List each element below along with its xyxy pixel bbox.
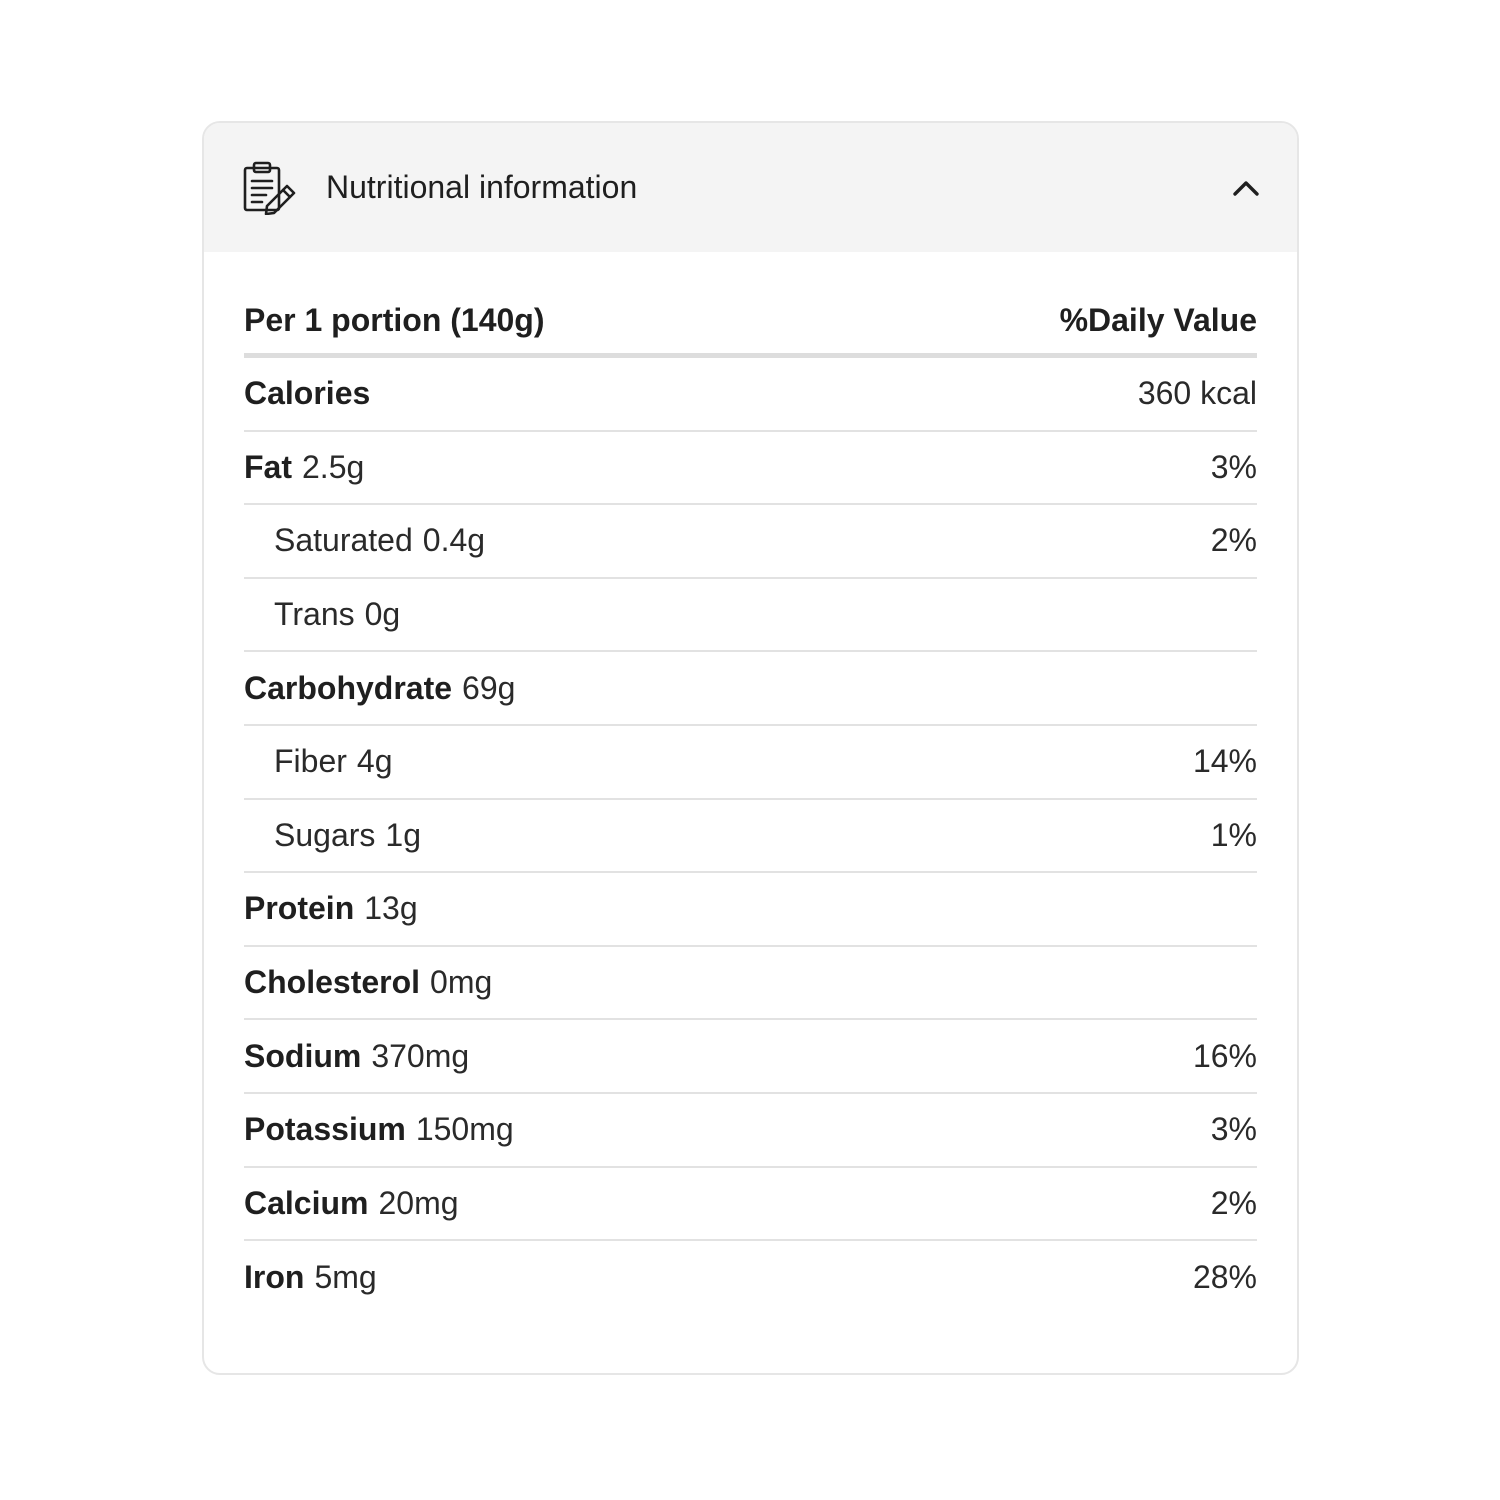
nutrient-row-cholesterol [244,947,1257,1021]
nutrient-label [244,1259,377,1296]
nutrition-table [204,252,1297,1315]
table-header-row [244,296,1257,358]
nutrient-name: Protein [244,890,355,927]
nutrient-daily-value: 2% [1210,1184,1257,1221]
nutrient-amount: 69g [462,669,516,706]
nutrient-daily-value: 2% [1210,522,1257,559]
nutrient-label [244,1185,459,1222]
nutrient-amount: 20mg [378,1184,459,1221]
nutrient-name: Sugars [274,816,376,853]
nutrient-label [244,522,485,559]
nutrient-label [244,890,418,927]
nutrition-card [202,121,1299,1375]
nutrient-row-fat [244,432,1257,506]
nutrient-amount: 0mg [430,964,493,1001]
nutrient-name: Fat [244,448,292,485]
nutrient-label [244,449,364,486]
nutrient-label [244,817,421,854]
nutrient-amount: 5mg [314,1259,377,1296]
nutrient-amount: 13g [364,890,418,927]
nutrient-row-potassium [244,1094,1257,1168]
nutrient-name: Sodium [244,1037,362,1074]
nutrient-row-protein [244,873,1257,947]
nutrient-amount: 0.4g [422,522,486,559]
portion-label: Per 1 portion (140g) [244,302,545,338]
nutrient-label [244,1111,514,1148]
nutrient-daily-value: 16% [1192,1037,1257,1074]
nutrient-row-trans [244,579,1257,653]
nutrient-name: Calcium [244,1184,369,1221]
nutrient-row-sodium [244,1020,1257,1094]
nutrient-daily-value: 3% [1210,448,1257,485]
nutrient-amount: 370mg [371,1037,470,1074]
nutrient-label [244,670,515,707]
chevron-up-icon[interactable] [1231,173,1261,203]
nutrient-name: Iron [244,1259,305,1296]
nutrient-daily-value: 1% [1210,816,1257,853]
nutrient-daily-value: 360 kcal [1137,375,1257,412]
nutrient-amount: 0g [364,596,401,633]
nutrient-row-carbohydrate [244,652,1257,726]
nutrient-label [244,596,400,633]
nutrient-row-calories [244,358,1257,432]
nutrient-name: Calories [244,375,371,412]
nutrient-name: Trans [274,596,355,633]
nutrient-row-sugars [244,800,1257,874]
nutrient-daily-value: 3% [1210,1111,1257,1148]
daily-value-label: %Daily Value [1059,302,1257,338]
nutrient-daily-value: 14% [1192,743,1257,780]
nutrient-daily-value: 28% [1192,1259,1257,1296]
nutrient-name: Cholesterol [244,964,421,1001]
nutrient-name: Saturated [274,522,413,559]
nutrient-label [244,743,393,780]
nutrient-amount: 150mg [415,1111,514,1148]
nutrient-label [244,375,380,412]
nutrient-name: Fiber [274,743,347,780]
nutrient-label [244,964,492,1001]
nutrient-row-calcium [244,1168,1257,1242]
nutrient-amount: 2.5g [302,448,365,485]
nutrient-name: Potassium [244,1111,406,1148]
nutrient-rows [244,358,1257,1315]
nutrient-label [244,1038,469,1075]
nutrient-amount: 1g [385,816,421,853]
nutrition-title: Nutritional information [326,169,638,205]
nutrient-row-fiber [244,726,1257,800]
nutrient-row-iron [244,1241,1257,1315]
nutrient-name: Carbohydrate [244,669,453,706]
nutrition-accordion-header[interactable] [204,123,1297,252]
nutrient-amount: 4g [356,743,393,780]
clipboard-edit-icon [242,161,300,215]
nutrient-row-saturated [244,505,1257,579]
